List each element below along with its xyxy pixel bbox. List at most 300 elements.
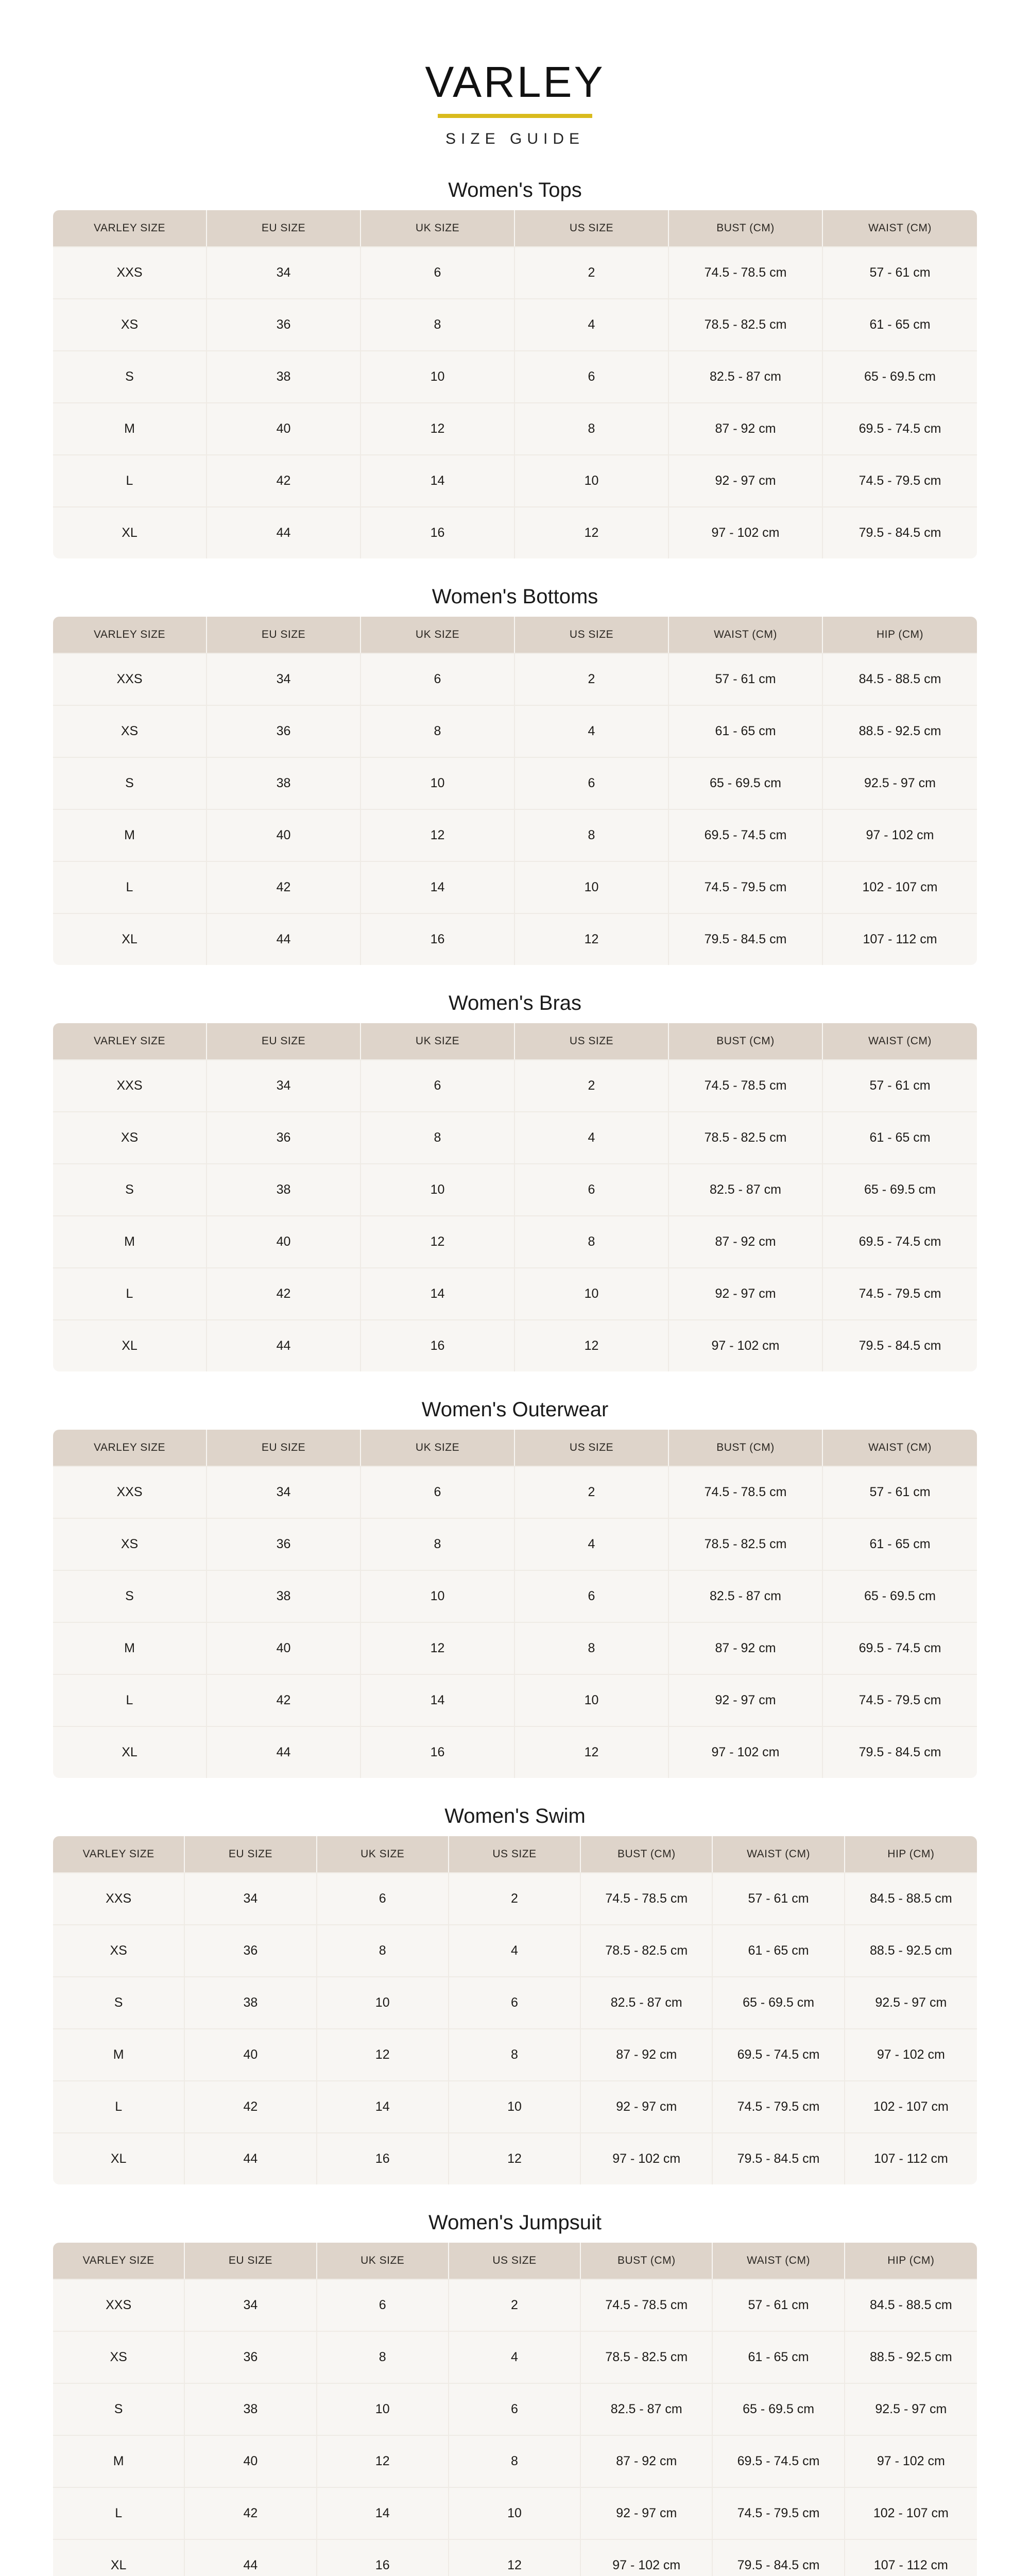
table-cell: 78.5 - 82.5 cm <box>669 298 823 350</box>
column-header: VARLEY SIZE <box>53 210 207 246</box>
table-cell: 78.5 - 82.5 cm <box>669 1111 823 1163</box>
column-header: WAIST (CM) <box>823 1430 977 1466</box>
table-cell: 2 <box>515 653 669 705</box>
table-cell: 14 <box>361 454 515 506</box>
table-cell: L <box>53 2487 185 2539</box>
table-cell: XS <box>53 1924 185 1976</box>
table-cell: 36 <box>185 2331 317 2383</box>
table-cell: 4 <box>515 298 669 350</box>
table-row <box>53 809 977 861</box>
table-row <box>53 2028 977 2080</box>
size-section <box>53 1389 977 1796</box>
table-cell: 44 <box>207 1726 361 1778</box>
column-header: EU SIZE <box>207 1430 361 1466</box>
table-row <box>53 402 977 454</box>
table-cell: S <box>53 757 207 809</box>
column-header: WAIST (CM) <box>713 2243 845 2279</box>
table-cell: 65 - 69.5 cm <box>713 1976 845 2028</box>
table-cell: 79.5 - 84.5 cm <box>713 2539 845 2576</box>
table-cell: 34 <box>207 653 361 705</box>
table-cell: 87 - 92 cm <box>581 2435 713 2487</box>
table-cell: 8 <box>449 2028 581 2080</box>
table-cell: 65 - 69.5 cm <box>823 1570 977 1622</box>
table-cell: XXS <box>53 2279 185 2331</box>
table-cell: 65 - 69.5 cm <box>713 2383 845 2435</box>
table-row <box>53 1924 977 1976</box>
table-row <box>53 1622 977 1674</box>
table-row <box>53 653 977 705</box>
table-cell: 84.5 - 88.5 cm <box>823 653 977 705</box>
table-cell: 82.5 - 87 cm <box>669 1570 823 1622</box>
column-header: UK SIZE <box>361 617 515 653</box>
table-cell: 102 - 107 cm <box>845 2080 977 2132</box>
column-header: HIP (CM) <box>845 1836 977 1872</box>
table-cell: 97 - 102 cm <box>581 2539 713 2576</box>
table-row <box>53 1319 977 1371</box>
table-cell: 6 <box>515 350 669 402</box>
table-cell: 8 <box>361 298 515 350</box>
table-cell: 69.5 - 74.5 cm <box>823 402 977 454</box>
table-cell: 6 <box>361 1466 515 1518</box>
table-row <box>53 1872 977 1924</box>
table-row <box>53 913 977 965</box>
table-cell: 16 <box>317 2539 449 2576</box>
column-header: BUST (CM) <box>669 1430 823 1466</box>
table-cell: 10 <box>449 2487 581 2539</box>
table-cell: 2 <box>515 1059 669 1111</box>
size-table <box>53 210 977 558</box>
column-header: EU SIZE <box>185 1836 317 1872</box>
column-header: US SIZE <box>515 1430 669 1466</box>
table-cell: 78.5 - 82.5 cm <box>581 2331 713 2383</box>
column-header: US SIZE <box>515 210 669 246</box>
brand-underline <box>438 114 592 118</box>
table-cell: 12 <box>317 2435 449 2487</box>
table-row <box>53 1215 977 1267</box>
table-row <box>53 1976 977 2028</box>
table-header-row <box>53 2243 977 2279</box>
table-cell: M <box>53 1622 207 1674</box>
table-cell: 8 <box>317 2331 449 2383</box>
table-cell: 44 <box>207 913 361 965</box>
column-header: VARLEY SIZE <box>53 1023 207 1059</box>
table-cell: 2 <box>515 246 669 298</box>
table-cell: 38 <box>185 2383 317 2435</box>
table-row <box>53 506 977 558</box>
table-cell: 12 <box>515 913 669 965</box>
table-cell: 2 <box>449 1872 581 1924</box>
column-header: WAIST (CM) <box>823 1023 977 1059</box>
table-cell: 12 <box>317 2028 449 2080</box>
table-cell: 40 <box>185 2028 317 2080</box>
table-cell: 38 <box>207 757 361 809</box>
table-row <box>53 246 977 298</box>
table-cell: 65 - 69.5 cm <box>669 757 823 809</box>
table-cell: 92.5 - 97 cm <box>845 2383 977 2435</box>
table-cell: 6 <box>361 1059 515 1111</box>
table-cell: 12 <box>361 1622 515 1674</box>
table-row <box>53 1267 977 1319</box>
table-cell: 40 <box>207 402 361 454</box>
size-section <box>53 1796 977 2202</box>
table-cell: 79.5 - 84.5 cm <box>823 506 977 558</box>
table-cell: 34 <box>185 1872 317 1924</box>
table-cell: 65 - 69.5 cm <box>823 1163 977 1215</box>
column-header: BUST (CM) <box>669 210 823 246</box>
table-cell: 74.5 - 79.5 cm <box>823 454 977 506</box>
table-cell: 10 <box>317 2383 449 2435</box>
table-header-row <box>53 1836 977 1872</box>
table-cell: 57 - 61 cm <box>713 2279 845 2331</box>
column-header: WAIST (CM) <box>713 1836 845 1872</box>
table-cell: 16 <box>361 1319 515 1371</box>
table-row <box>53 757 977 809</box>
table-cell: 12 <box>361 1215 515 1267</box>
table-cell: 44 <box>185 2539 317 2576</box>
table-cell: 102 - 107 cm <box>845 2487 977 2539</box>
table-cell: S <box>53 1570 207 1622</box>
table-cell: 79.5 - 84.5 cm <box>669 913 823 965</box>
table-cell: 10 <box>515 861 669 913</box>
table-row <box>53 1570 977 1622</box>
table-cell: 42 <box>185 2080 317 2132</box>
table-cell: 14 <box>361 1267 515 1319</box>
table-cell: 8 <box>515 1215 669 1267</box>
table-cell: 82.5 - 87 cm <box>581 1976 713 2028</box>
table-cell: 12 <box>361 809 515 861</box>
table-cell: 10 <box>449 2080 581 2132</box>
table-cell: 61 - 65 cm <box>823 1518 977 1570</box>
table-row <box>53 1726 977 1778</box>
table-cell: M <box>53 402 207 454</box>
table-row <box>53 2080 977 2132</box>
table-cell: 42 <box>207 1267 361 1319</box>
table-cell: 69.5 - 74.5 cm <box>713 2028 845 2080</box>
column-header: VARLEY SIZE <box>53 1836 185 1872</box>
table-cell: XL <box>53 2539 185 2576</box>
table-cell: 92 - 97 cm <box>669 454 823 506</box>
table-cell: 8 <box>361 705 515 757</box>
table-cell: 97 - 102 cm <box>669 1726 823 1778</box>
table-cell: XS <box>53 1518 207 1570</box>
table-cell: XS <box>53 2331 185 2383</box>
table-cell: 42 <box>185 2487 317 2539</box>
table-cell: 61 - 65 cm <box>823 298 977 350</box>
column-header: EU SIZE <box>185 2243 317 2279</box>
table-cell: 88.5 - 92.5 cm <box>845 2331 977 2383</box>
table-cell: 36 <box>207 298 361 350</box>
table-cell: XS <box>53 1111 207 1163</box>
section-title: Women's Outerwear <box>421 1398 609 1421</box>
table-cell: XXS <box>53 653 207 705</box>
table-cell: XS <box>53 705 207 757</box>
column-header: UK SIZE <box>361 1023 515 1059</box>
table-cell: 12 <box>515 506 669 558</box>
table-cell: 10 <box>361 1163 515 1215</box>
table-cell: XXS <box>53 246 207 298</box>
column-header: EU SIZE <box>207 1023 361 1059</box>
table-cell: 8 <box>515 1622 669 1674</box>
table-cell: 6 <box>361 653 515 705</box>
table-cell: 42 <box>207 1674 361 1726</box>
column-header: VARLEY SIZE <box>53 2243 185 2279</box>
table-cell: 6 <box>449 2383 581 2435</box>
table-cell: 84.5 - 88.5 cm <box>845 1872 977 1924</box>
table-cell: 8 <box>317 1924 449 1976</box>
table-cell: 65 - 69.5 cm <box>823 350 977 402</box>
table-cell: 36 <box>207 1111 361 1163</box>
table-row <box>53 1518 977 1570</box>
table-cell: 74.5 - 78.5 cm <box>669 1466 823 1518</box>
table-cell: L <box>53 861 207 913</box>
column-header: US SIZE <box>515 617 669 653</box>
table-cell: 69.5 - 74.5 cm <box>669 809 823 861</box>
table-cell: 10 <box>515 1267 669 1319</box>
column-header: US SIZE <box>515 1023 669 1059</box>
table-cell: XS <box>53 298 207 350</box>
column-header: HIP (CM) <box>823 617 977 653</box>
table-cell: XL <box>53 506 207 558</box>
table-cell: XXS <box>53 1059 207 1111</box>
table-cell: 79.5 - 84.5 cm <box>823 1319 977 1371</box>
table-cell: 34 <box>207 1059 361 1111</box>
table-cell: 2 <box>515 1466 669 1518</box>
table-cell: XL <box>53 1319 207 1371</box>
table-row <box>53 1059 977 1111</box>
table-cell: 38 <box>207 350 361 402</box>
size-table <box>53 2243 977 2576</box>
size-section <box>53 2202 977 2576</box>
table-cell: 4 <box>515 1518 669 1570</box>
table-cell: 97 - 102 cm <box>581 2132 713 2184</box>
table-cell: 92 - 97 cm <box>581 2487 713 2539</box>
table-cell: 61 - 65 cm <box>823 1111 977 1163</box>
table-cell: M <box>53 2028 185 2080</box>
table-cell: 42 <box>207 454 361 506</box>
table-cell: 8 <box>449 2435 581 2487</box>
table-cell: 92.5 - 97 cm <box>823 757 977 809</box>
table-row <box>53 705 977 757</box>
table-cell: 82.5 - 87 cm <box>669 350 823 402</box>
section-title: Women's Bottoms <box>432 585 598 608</box>
table-cell: 92.5 - 97 cm <box>845 1976 977 2028</box>
table-cell: 79.5 - 84.5 cm <box>713 2132 845 2184</box>
table-cell: 88.5 - 92.5 cm <box>845 1924 977 1976</box>
table-cell: 87 - 92 cm <box>669 402 823 454</box>
column-header: BUST (CM) <box>669 1023 823 1059</box>
size-tables <box>53 170 977 2576</box>
table-cell: 78.5 - 82.5 cm <box>669 1518 823 1570</box>
table-row <box>53 1674 977 1726</box>
column-header: VARLEY SIZE <box>53 1430 207 1466</box>
table-row <box>53 350 977 402</box>
table-cell: 10 <box>317 1976 449 2028</box>
table-header-row <box>53 1430 977 1466</box>
column-header: EU SIZE <box>207 210 361 246</box>
table-cell: 61 - 65 cm <box>669 705 823 757</box>
table-cell: 6 <box>361 246 515 298</box>
table-cell: 8 <box>361 1111 515 1163</box>
table-cell: 6 <box>515 757 669 809</box>
table-cell: 10 <box>515 1674 669 1726</box>
table-cell: 6 <box>515 1570 669 1622</box>
table-cell: 40 <box>207 1215 361 1267</box>
size-section <box>53 577 977 983</box>
table-row <box>53 2132 977 2184</box>
column-header: UK SIZE <box>361 1430 515 1466</box>
table-cell: 14 <box>361 1674 515 1726</box>
table-cell: S <box>53 1976 185 2028</box>
table-cell: L <box>53 454 207 506</box>
table-cell: 36 <box>185 1924 317 1976</box>
table-cell: 12 <box>449 2539 581 2576</box>
table-cell: 36 <box>207 1518 361 1570</box>
table-cell: 69.5 - 74.5 cm <box>823 1622 977 1674</box>
table-cell: 14 <box>317 2487 449 2539</box>
table-cell: 82.5 - 87 cm <box>581 2383 713 2435</box>
table-cell: 12 <box>449 2132 581 2184</box>
table-cell: S <box>53 350 207 402</box>
table-cell: 88.5 - 92.5 cm <box>823 705 977 757</box>
table-cell: S <box>53 2383 185 2435</box>
table-row <box>53 2279 977 2331</box>
table-cell: 4 <box>449 1924 581 1976</box>
table-cell: 38 <box>185 1976 317 2028</box>
table-cell: 69.5 - 74.5 cm <box>823 1215 977 1267</box>
table-cell: 92 - 97 cm <box>669 1674 823 1726</box>
column-header: WAIST (CM) <box>669 617 823 653</box>
table-cell: 107 - 112 cm <box>845 2539 977 2576</box>
table-cell: 74.5 - 78.5 cm <box>581 2279 713 2331</box>
table-cell: S <box>53 1163 207 1215</box>
table-cell: 16 <box>361 913 515 965</box>
table-cell: 74.5 - 79.5 cm <box>713 2080 845 2132</box>
section-title: Women's Swim <box>444 1805 586 1827</box>
table-row <box>53 2487 977 2539</box>
table-cell: 12 <box>515 1726 669 1778</box>
table-cell: 6 <box>515 1163 669 1215</box>
table-cell: 44 <box>207 506 361 558</box>
table-cell: 78.5 - 82.5 cm <box>581 1924 713 1976</box>
table-cell: L <box>53 1674 207 1726</box>
table-cell: 6 <box>317 2279 449 2331</box>
table-cell: 61 - 65 cm <box>713 1924 845 1976</box>
table-cell: 61 - 65 cm <box>713 2331 845 2383</box>
table-cell: 4 <box>515 1111 669 1163</box>
size-section <box>53 983 977 1389</box>
column-header: BUST (CM) <box>581 2243 713 2279</box>
table-cell: 40 <box>207 1622 361 1674</box>
size-table <box>53 617 977 965</box>
table-cell: 44 <box>207 1319 361 1371</box>
table-cell: 10 <box>515 454 669 506</box>
table-cell: M <box>53 2435 185 2487</box>
table-cell: 6 <box>317 1872 449 1924</box>
table-cell: 97 - 102 cm <box>669 506 823 558</box>
table-cell: 92 - 97 cm <box>669 1267 823 1319</box>
table-cell: 8 <box>361 1518 515 1570</box>
table-cell: M <box>53 1215 207 1267</box>
table-cell: 40 <box>185 2435 317 2487</box>
table-cell: L <box>53 1267 207 1319</box>
table-row <box>53 1111 977 1163</box>
table-cell: 107 - 112 cm <box>845 2132 977 2184</box>
table-cell: 10 <box>361 757 515 809</box>
table-cell: XL <box>53 913 207 965</box>
table-cell: XXS <box>53 1466 207 1518</box>
table-row <box>53 2539 977 2576</box>
table-cell: 74.5 - 79.5 cm <box>669 861 823 913</box>
table-cell: 38 <box>207 1163 361 1215</box>
table-cell: 74.5 - 78.5 cm <box>581 1872 713 1924</box>
table-row <box>53 861 977 913</box>
table-cell: 97 - 102 cm <box>823 809 977 861</box>
table-cell: XL <box>53 2132 185 2184</box>
table-cell: 102 - 107 cm <box>823 861 977 913</box>
table-cell: 57 - 61 cm <box>713 1872 845 1924</box>
page-title: SIZE GUIDE <box>445 130 585 147</box>
table-cell: 74.5 - 79.5 cm <box>823 1267 977 1319</box>
table-row <box>53 1163 977 1215</box>
table-cell: 57 - 61 cm <box>823 246 977 298</box>
table-cell: XL <box>53 1726 207 1778</box>
table-cell: 8 <box>515 809 669 861</box>
table-cell: M <box>53 809 207 861</box>
table-cell: 74.5 - 78.5 cm <box>669 246 823 298</box>
table-header-row <box>53 210 977 246</box>
table-cell: 97 - 102 cm <box>845 2028 977 2080</box>
table-cell: 97 - 102 cm <box>845 2435 977 2487</box>
table-cell: L <box>53 2080 185 2132</box>
table-cell: 74.5 - 79.5 cm <box>713 2487 845 2539</box>
table-cell: XXS <box>53 1872 185 1924</box>
table-cell: 4 <box>449 2331 581 2383</box>
table-header-row <box>53 1023 977 1059</box>
table-row <box>53 2383 977 2435</box>
table-cell: 16 <box>317 2132 449 2184</box>
table-cell: 92 - 97 cm <box>581 2080 713 2132</box>
table-cell: 84.5 - 88.5 cm <box>845 2279 977 2331</box>
table-row <box>53 2331 977 2383</box>
table-cell: 44 <box>185 2132 317 2184</box>
table-cell: 36 <box>207 705 361 757</box>
column-header: UK SIZE <box>317 1836 449 1872</box>
table-header-row <box>53 617 977 653</box>
table-cell: 34 <box>185 2279 317 2331</box>
table-cell: 87 - 92 cm <box>669 1622 823 1674</box>
table-cell: 87 - 92 cm <box>581 2028 713 2080</box>
column-header: EU SIZE <box>207 617 361 653</box>
section-title: Women's Jumpsuit <box>428 2211 602 2234</box>
table-cell: 74.5 - 78.5 cm <box>669 1059 823 1111</box>
column-header: US SIZE <box>449 1836 581 1872</box>
table-row <box>53 2435 977 2487</box>
table-cell: 97 - 102 cm <box>669 1319 823 1371</box>
table-cell: 10 <box>361 350 515 402</box>
column-header: HIP (CM) <box>845 2243 977 2279</box>
table-cell: 40 <box>207 809 361 861</box>
table-cell: 74.5 - 79.5 cm <box>823 1674 977 1726</box>
table-cell: 14 <box>317 2080 449 2132</box>
table-cell: 2 <box>449 2279 581 2331</box>
table-cell: 57 - 61 cm <box>669 653 823 705</box>
column-header: UK SIZE <box>361 210 515 246</box>
table-cell: 16 <box>361 506 515 558</box>
brand-header <box>0 60 1030 147</box>
table-cell: 57 - 61 cm <box>823 1466 977 1518</box>
table-cell: 4 <box>515 705 669 757</box>
section-title: Women's Bras <box>448 992 582 1014</box>
